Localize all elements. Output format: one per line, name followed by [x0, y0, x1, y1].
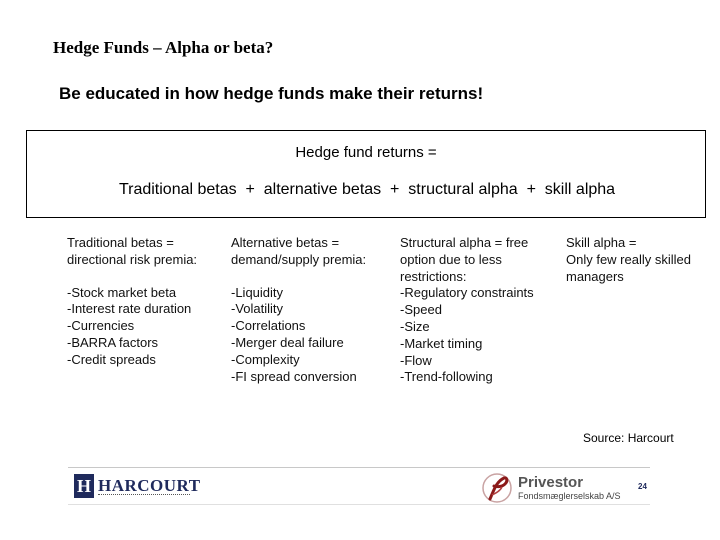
column-heading-line: Only few really skilled — [566, 251, 691, 267]
list-item: -Currencies — [67, 318, 135, 334]
column-heading-line: Structural alpha = free — [400, 235, 529, 250]
privestor-logo-icon — [480, 472, 514, 504]
column-heading-line: Alternative betas = — [231, 235, 340, 250]
list-item: -FI spread conversion — [231, 368, 357, 384]
list-item: -Merger deal failure — [231, 334, 344, 350]
column-heading-line: option due to less — [400, 251, 502, 267]
list-item: -Flow — [400, 352, 432, 368]
column-alternative-betas — [231, 235, 366, 385]
list-item: -Interest rate duration — [67, 301, 192, 317]
footer-divider-bottom — [68, 504, 650, 505]
footer-divider — [68, 467, 650, 468]
list-item: -BARRA factors — [67, 334, 159, 350]
list-item: -Correlations — [231, 318, 306, 334]
source-note: Source: Harcourt — [583, 431, 674, 445]
list-item: -Regulatory constraints — [400, 285, 534, 301]
formula-heading: Hedge fund returns = — [295, 144, 437, 161]
list-item: -Trend-following — [400, 369, 493, 385]
list-item: -Credit spreads — [67, 351, 156, 367]
privestor-subtitle: Fondsmæglerselskab A/S — [518, 491, 621, 501]
list-item: -Market timing — [400, 335, 483, 351]
column-structural-alpha — [400, 235, 534, 386]
column-heading-line: restrictions: — [400, 268, 467, 284]
list-item: -Size — [400, 318, 430, 334]
column-traditional-betas — [67, 235, 197, 369]
list-item: -Liquidity — [231, 284, 284, 300]
column-heading-line: directional risk premia: — [67, 251, 198, 267]
column-heading-line: Skill alpha = — [566, 235, 637, 250]
privestor-wordmark: Privestor — [518, 474, 584, 491]
column-heading-line: managers — [566, 268, 624, 284]
harcourt-mark-icon: H — [74, 474, 94, 498]
column-heading-line: Traditional betas = — [67, 235, 174, 250]
slide-title: Hedge Funds – Alpha or beta? — [53, 38, 274, 57]
page-number: 24 — [638, 482, 647, 491]
slide-subtitle: Be educated in how hedge funds make their returns! — [59, 84, 484, 103]
list-item: -Stock market beta — [67, 284, 177, 300]
formula-equation: Traditional betas + alternative betas + structural alpha + skill alpha — [118, 181, 616, 198]
list-item: -Complexity — [231, 351, 300, 367]
column-skill-alpha — [566, 235, 691, 285]
column-heading-line: demand/supply premia: — [231, 251, 367, 267]
list-item: -Speed — [400, 302, 442, 318]
harcourt-tagline-rule — [98, 494, 190, 497]
harcourt-wordmark: HARCOURT — [98, 476, 201, 495]
list-item: -Volatility — [231, 301, 284, 317]
